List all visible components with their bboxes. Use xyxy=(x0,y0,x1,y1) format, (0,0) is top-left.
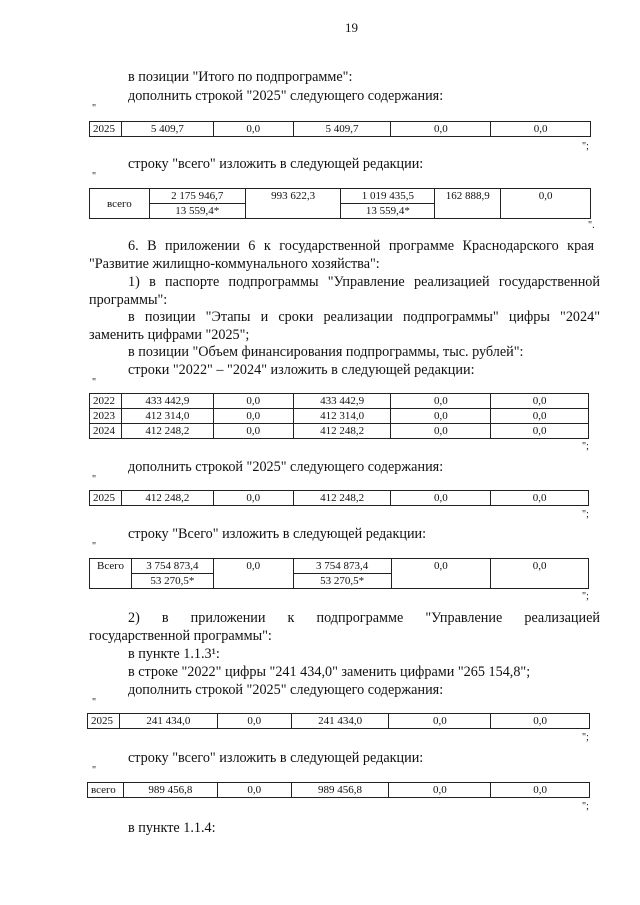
cell-value: 433 442,9 xyxy=(121,394,213,409)
quote-open: " xyxy=(92,377,97,388)
paragraph-line: в строке "2022" цифры "241 434,0" заменить цифрами "265 154,8"; xyxy=(128,664,531,680)
table-row xyxy=(90,409,589,424)
paragraph-line: строку "Всего" изложить в следующей редакции: xyxy=(128,526,427,542)
quote-open: " xyxy=(92,474,97,485)
paragraph-line: дополнить строкой "2025" следующего содержания: xyxy=(128,88,444,104)
quote-close: "; xyxy=(582,441,589,452)
table-total xyxy=(89,188,591,219)
cell-value: 0,0 xyxy=(491,122,591,137)
cell-value: 0,0 xyxy=(491,783,590,798)
cell-value: 0,0 xyxy=(501,189,591,219)
table-total xyxy=(87,782,590,798)
cell-label: Всего xyxy=(90,559,132,589)
cell-value: 0,0 xyxy=(491,424,589,439)
cell-value: 0,0 xyxy=(389,714,491,729)
table-row xyxy=(90,491,589,506)
table-row xyxy=(90,122,591,137)
cell-value: 0,0 xyxy=(213,559,293,589)
cell-value: 0,0 xyxy=(213,409,293,424)
cell-value: 162 888,9 xyxy=(435,189,501,219)
paragraph-line: в пункте 1.1.4: xyxy=(128,820,216,836)
cell-year: 2025 xyxy=(90,491,122,506)
cell-value: 0,0 xyxy=(491,491,589,506)
quote-close: "; xyxy=(582,141,589,152)
cell-value: 0,0 xyxy=(213,394,293,409)
cell-label: всего xyxy=(90,189,150,219)
cell-value: 241 434,0 xyxy=(119,714,217,729)
cell-value: 0,0 xyxy=(213,122,293,137)
paragraph-line: "Развитие жилищно-коммунального хозяйства": xyxy=(89,256,380,272)
cell-value: 53 270,5* xyxy=(293,574,391,589)
table-row xyxy=(88,783,590,798)
cell-value: 241 434,0 xyxy=(291,714,389,729)
paragraph-line: 1) в паспорте подпрограммы "Управление реализацией государственной xyxy=(128,274,600,290)
paragraph-line: дополнить строкой "2025" следующего содержания: xyxy=(128,682,444,698)
table-total xyxy=(89,558,589,589)
cell-value: 0,0 xyxy=(391,491,491,506)
paragraph-line: государственной программы": xyxy=(89,628,272,644)
paragraph-line: в пункте 1.1.3¹: xyxy=(128,646,220,662)
cell-value: 0,0 xyxy=(491,559,589,589)
quote-close: ". xyxy=(588,220,595,231)
cell-year: 2025 xyxy=(88,714,120,729)
table-2025-row xyxy=(89,121,591,137)
cell-label: всего xyxy=(88,783,124,798)
table-2025-row xyxy=(87,713,590,729)
page-number: 19 xyxy=(345,20,358,35)
cell-value: 3 754 873,4 xyxy=(293,559,391,574)
cell-value: 412 314,0 xyxy=(293,409,391,424)
quote-open: " xyxy=(92,171,97,182)
cell-value: 412 314,0 xyxy=(121,409,213,424)
paragraph-line: 6. В приложении 6 к государственной программе Краснодарского края xyxy=(128,238,594,254)
cell-value: 53 270,5* xyxy=(131,574,213,589)
cell-value: 3 754 873,4 xyxy=(131,559,213,574)
quote-open: " xyxy=(92,697,97,708)
cell-value: 989 456,8 xyxy=(123,783,217,798)
cell-value: 0,0 xyxy=(213,424,293,439)
quote-close: "; xyxy=(582,732,589,743)
table-years-2022-2024 xyxy=(89,393,589,439)
cell-value: 433 442,9 xyxy=(293,394,391,409)
quote-open: " xyxy=(92,103,97,114)
paragraph-line: строку "всего" изложить в следующей редакции: xyxy=(128,156,424,172)
quote-open: " xyxy=(92,765,97,776)
table-2025-row xyxy=(89,490,589,506)
cell-value: 2 175 946,7 xyxy=(149,189,245,204)
table-row xyxy=(90,189,591,204)
cell-value: 13 559,4* xyxy=(341,204,435,219)
cell-year: 2024 xyxy=(90,424,122,439)
cell-year: 2022 xyxy=(90,394,122,409)
cell-value: 0,0 xyxy=(391,559,491,589)
cell-value: 0,0 xyxy=(391,424,491,439)
quote-open: " xyxy=(92,541,97,552)
paragraph-line: 2) в приложении к подпрограмме "Управление реализацией xyxy=(128,610,600,626)
cell-value: 0,0 xyxy=(491,394,589,409)
cell-value: 5 409,7 xyxy=(293,122,391,137)
cell-value: 412 248,2 xyxy=(293,424,391,439)
table-row xyxy=(90,559,589,574)
quote-close: "; xyxy=(582,801,589,812)
cell-value: 0,0 xyxy=(391,122,491,137)
cell-value: 989 456,8 xyxy=(291,783,389,798)
cell-value: 0,0 xyxy=(389,783,491,798)
cell-value: 993 622,3 xyxy=(245,189,341,219)
cell-value: 13 559,4* xyxy=(149,204,245,219)
cell-value: 412 248,2 xyxy=(293,491,391,506)
paragraph-line: заменить цифрами "2025"; xyxy=(89,327,250,343)
cell-value: 0,0 xyxy=(213,491,293,506)
cell-value: 0,0 xyxy=(391,394,491,409)
cell-value: 412 248,2 xyxy=(121,424,213,439)
cell-value: 412 248,2 xyxy=(121,491,213,506)
paragraph-line: строки "2022" – "2024" изложить в следующей редакции: xyxy=(128,362,475,378)
cell-value: 0,0 xyxy=(391,409,491,424)
cell-value: 0,0 xyxy=(491,409,589,424)
paragraph-line: в позиции "Этапы и сроки реализации подпрограммы" цифры "2024" xyxy=(128,309,600,325)
table-row xyxy=(90,424,589,439)
cell-value: 0,0 xyxy=(491,714,590,729)
cell-value: 0,0 xyxy=(217,783,291,798)
paragraph-line: дополнить строкой "2025" следующего содержания: xyxy=(128,459,444,475)
cell-year: 2025 xyxy=(90,122,122,137)
quote-close: "; xyxy=(582,591,589,602)
paragraph-line: программы": xyxy=(89,292,168,308)
table-row xyxy=(90,394,589,409)
cell-year: 2023 xyxy=(90,409,122,424)
table-row xyxy=(88,714,590,729)
cell-value: 1 019 435,5 xyxy=(341,189,435,204)
paragraph-line: строку "всего" изложить в следующей редакции: xyxy=(128,750,424,766)
paragraph-line: в позиции "Объем финансирования подпрограммы, тыс. рублей": xyxy=(128,344,524,360)
cell-value: 0,0 xyxy=(217,714,291,729)
cell-value: 5 409,7 xyxy=(121,122,213,137)
quote-close: "; xyxy=(582,509,589,520)
paragraph-line: в позиции "Итого по подпрограмме": xyxy=(128,69,353,85)
